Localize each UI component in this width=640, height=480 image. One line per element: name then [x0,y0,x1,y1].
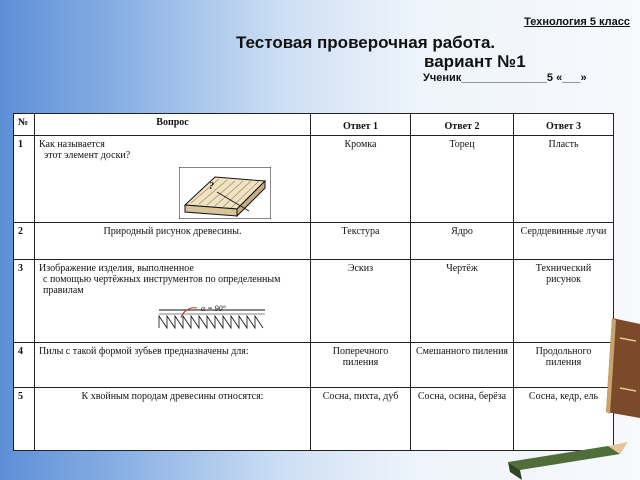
column-header-answer2: Ответ 2 [411,114,514,136]
answer-cell-3: Сосна, кедр, ель [514,388,614,451]
table-row [14,136,614,223]
question-cell [35,260,311,343]
answer-cell-2: Смешанного пиления [411,343,514,388]
row-number: 4 [14,343,35,388]
pencil-icon [508,440,628,480]
saw-teeth-image [157,302,267,334]
table-row [14,223,614,260]
column-header-num: № [14,114,35,136]
question-text: Изображение изделия, выполненное [39,263,194,274]
page-title: Тестовая проверочная работа. [236,33,496,52]
answer-cell-3: Технический рисунок [514,260,614,343]
quiz-table [13,113,614,451]
answer-cell-3: Сердцевинные лучи [514,223,614,260]
question-text: этот элемент доски? [44,150,131,161]
book-icon [606,318,640,418]
answer-cell-1: Эскиз [311,260,411,343]
column-header-answer1: Ответ 1 [311,114,411,136]
answer-cell-2: Ядро [411,223,514,260]
board-edge-image [179,167,271,219]
row-number: 1 [14,136,35,223]
answer-cell-3: Продольного пиления [514,343,614,388]
row-number: 2 [14,223,35,260]
answer-cell-3: Пласть [514,136,614,223]
question-text: Природный рисунок древесины. [35,223,311,260]
table-row [14,260,614,343]
question-text: с помощью чертёжных инструментов по определенным правилам [43,274,281,296]
subject-label: Технология 5 класс [524,16,630,28]
row-number: 3 [14,260,35,343]
question-text: Пилы с такой формой зубьев предназначены для: [35,343,311,388]
question-text: К хвойным породам древесины относятся: [35,388,311,451]
student-name-line: Ученик______________5 «___» [423,72,587,84]
saw-angle-label: α = 90° [201,304,226,313]
variant-label: вариант №1 [424,52,526,71]
board-image-label: ? [209,181,214,192]
question-text: Как называется [39,139,105,150]
answer-cell-2: Сосна, осина, берёза [411,388,514,451]
table-row [14,343,614,388]
answer-cell-1: Сосна, пихта, дуб [311,388,411,451]
column-header-answer3: Ответ 3 [514,114,614,136]
question-cell [35,136,311,223]
answer-cell-1: Текстура [311,223,411,260]
table-header-row [14,114,614,136]
column-header-question: Вопрос [35,114,311,136]
row-number: 5 [14,388,35,451]
answer-cell-2: Чертёж [411,260,514,343]
answer-cell-1: Поперечного пиления [311,343,411,388]
answer-cell-1: Кромка [311,136,411,223]
answer-cell-2: Торец [411,136,514,223]
